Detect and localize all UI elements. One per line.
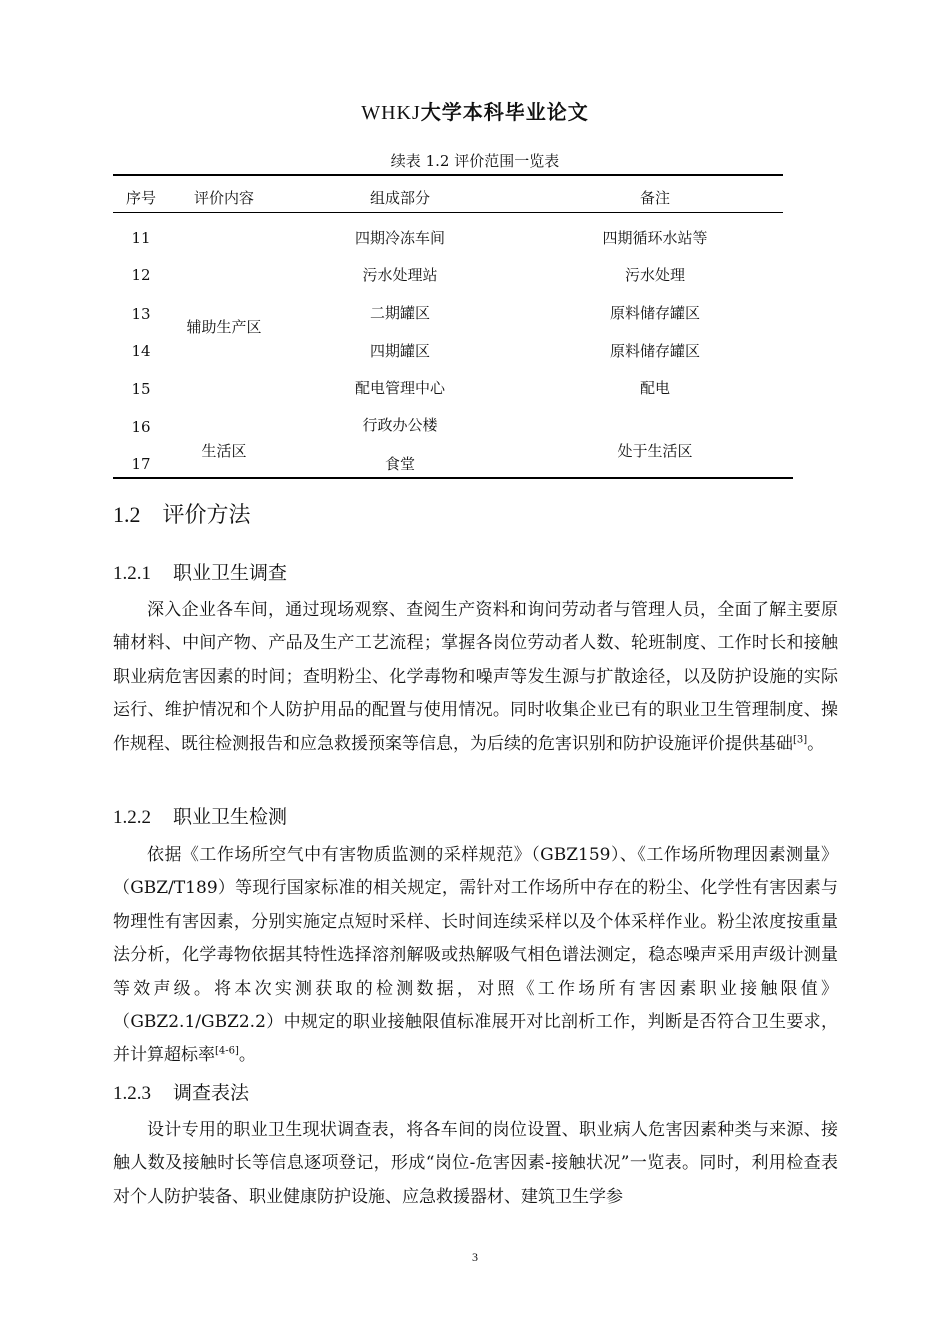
table-cell-no: 17 bbox=[131, 455, 151, 473]
table-header-content: 评价内容 bbox=[193, 189, 254, 207]
subsection-heading bbox=[113, 558, 287, 585]
table-cell-no: 13 bbox=[131, 305, 151, 323]
paragraph-end: 。 bbox=[807, 733, 825, 754]
paragraph bbox=[113, 594, 838, 761]
table-caption: 续表 1.2 评价范围一览表 bbox=[390, 152, 560, 170]
citation: [4-6] bbox=[215, 1045, 239, 1057]
table-cell-composition: 四期罐区 bbox=[369, 342, 430, 360]
table-cell-note: 污水处理 bbox=[624, 266, 685, 284]
table-cell-no: 15 bbox=[131, 380, 151, 398]
table-cell-no: 12 bbox=[131, 266, 151, 284]
table-header-composition: 组成部分 bbox=[369, 189, 430, 207]
table-header-no: 序号 bbox=[125, 189, 156, 207]
paragraph-text: 深入企业各车间，通过现场观察、查阅生产资料和询问劳动者与管理人员，全面了解主要原辅材料、中间产物、产品及生产工艺流程；掌握各岗位劳动者人数、轮班制度、工作时长和接触职业病危害因素的时间；查明粉尘、化学毒物和噪声等发生源与扩散途径，以及防护设施的实际运行、维护情况和个人防护用品的配置与使用情况。同时收集企业已有的职业卫生管理制度、操作规程、既往检测报告和应急救援预案等信息，为后续的危害识别和防护设施评价提供基础 bbox=[113, 600, 838, 754]
section-title: 评价方法 bbox=[162, 503, 251, 528]
paragraph-text: 设计专用的职业卫生现状调查表，将各车间的岗位设置、职业病人危害因素种类与来源、接触人数及接触时长等信息逐项登记，形成“岗位-危害因素-接触状况”一览表。同时，利用检查表对个人防护装备、职业健康防护设施、应急救援器材、建筑卫生学参 bbox=[113, 1120, 838, 1207]
table-cell-composition: 二期罐区 bbox=[369, 304, 430, 322]
section-heading bbox=[113, 498, 251, 529]
page-number: 3 bbox=[472, 1250, 478, 1264]
table-header-note: 备注 bbox=[639, 189, 670, 207]
section-number: 1.2 bbox=[113, 502, 141, 527]
table-cell-note: 原料储存罐区 bbox=[609, 304, 700, 322]
table-cell-no: 14 bbox=[131, 342, 151, 360]
paragraph bbox=[113, 839, 838, 1073]
subsection-number: 1.2.3 bbox=[113, 1083, 151, 1104]
table-cell-composition: 四期冷冻车间 bbox=[354, 229, 445, 247]
table-cell-no: 16 bbox=[131, 418, 151, 436]
table-bottom-rule bbox=[113, 477, 793, 479]
running-header bbox=[0, 96, 950, 125]
header-title: 大学本科毕业论文 bbox=[420, 100, 589, 124]
subsection-heading bbox=[113, 802, 287, 829]
table-cell-composition: 污水处理站 bbox=[362, 266, 438, 284]
table-cell-no: 11 bbox=[131, 229, 151, 247]
table-group-living-note: 处于生活区 bbox=[617, 442, 693, 460]
paragraph-text: 依据《工作场所空气中有害物质监测的采样规范》（GBZ159）、《工作场所物理因素测量》（GBZ/T189）等现行国家标准的相关规定，需针对工作场所中存在的粉尘、化学性有害因素与物理性有害因素，分别实施定点短时采样、长时间连续采样以及个体采样作业。粉尘浓度按重量法分析，化学毒物依据其特性选择溶剂解吸或热解吸气相色谱法测定，稳态噪声采用声级计测量等效声级。将本次实测获取的检测数据，对照《工作场所有害因素职业接触限值》（GBZ2.1/GBZ2.2）中规定的职业接触限值标准展开对比剖析工作，判断是否符合卫生要求，并计算超标率 bbox=[113, 845, 838, 1066]
table-cell-composition: 行政办公楼 bbox=[362, 416, 438, 434]
table-group-living: 生活区 bbox=[201, 442, 247, 460]
paragraph-end: 。 bbox=[238, 1045, 256, 1066]
subsection-heading bbox=[113, 1078, 249, 1105]
subsection-title: 职业卫生调查 bbox=[173, 562, 288, 584]
table-cell-note: 四期循环水站等 bbox=[602, 229, 708, 247]
paragraph bbox=[113, 1114, 838, 1214]
table-cell-note: 原料储存罐区 bbox=[609, 342, 700, 360]
subsection-number: 1.2.2 bbox=[113, 807, 151, 828]
subsection-title: 职业卫生检测 bbox=[173, 806, 288, 828]
table-cell-composition: 食堂 bbox=[384, 455, 415, 473]
table-cell-composition: 配电管理中心 bbox=[354, 379, 445, 397]
table-header-rule bbox=[113, 212, 783, 213]
subsection-number: 1.2.1 bbox=[113, 563, 151, 584]
table-cell-note: 配电 bbox=[639, 379, 670, 397]
table-top-rule bbox=[113, 174, 783, 176]
citation: [3] bbox=[793, 733, 808, 745]
table-group-aux: 辅助生产区 bbox=[186, 318, 262, 336]
header-prefix: WHKJ bbox=[361, 102, 421, 124]
subsection-title: 调查表法 bbox=[173, 1082, 250, 1104]
